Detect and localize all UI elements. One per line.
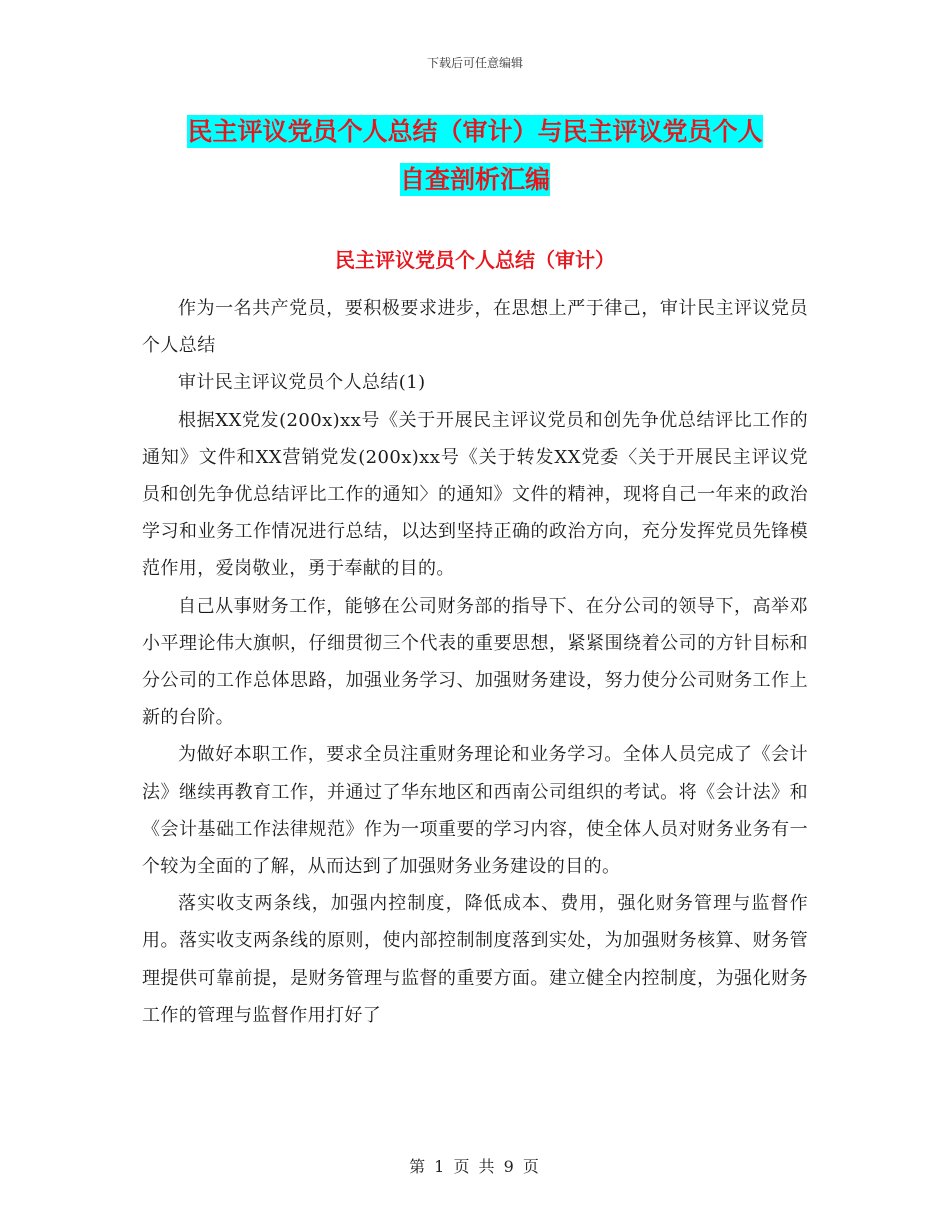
page-footer: 第 1 页 共 9 页 xyxy=(409,1157,541,1176)
document-body xyxy=(142,290,808,1034)
paragraph-work: 自己从事财务工作，能够在公司财务部的指导下、在分公司的领导下，高举邓小平理论伟大旗帜，仔细贯彻三个代表的重要思想，紧紧围绕着公司的方针目标和分公司的工作总体思路，加强业务学习、加强财务建设，努力使分公司财务工作上新的台阶。 xyxy=(142,595,808,729)
header-note: 下载后可任意编辑 xyxy=(426,56,523,70)
paragraph-basis: 根据XX党发(200x)xx号《关于开展民主评议党员和创先争优总结评比工作的通知》文件和XX营销党发(200x)xx号《关于转发XX党委〈关于开展民主评议党员和创先争优总结评比工作的通知〉的通知》文件的精神，现将自己一年来的政治学习和业务工作情况进行总结，以达到坚持正确的政治方向，充分发挥党员先锋模范作用，爱岗敬业，勇于奉献的目的。 xyxy=(142,409,808,580)
paragraph-control: 落实收支两条线，加强内控制度，降低成本、费用，强化财务管理与监督作用。落实收支两条线的原则，使内部控制制度落到实处，为加强财务核算、财务管理提供可靠前提，是财务管理与监督的重要方面。建立健全内控制度，为强化财务工作的管理与监督作用打好了 xyxy=(142,893,808,1026)
paragraph-intro: 作为一名共产党员，要积极要求进步，在思想上严于律己，审计民主评议党员个人总结 xyxy=(142,298,808,357)
document-title-line-1: 民主评议党员个人总结（审计）与民主评议党员个人 xyxy=(187,117,763,146)
document-title xyxy=(140,108,810,204)
section-title: 民主评议党员个人总结（审计） xyxy=(335,248,615,272)
document-title-line-2: 自查剖析汇编 xyxy=(399,165,550,194)
paragraph-study: 为做好本职工作，要求全员注重财务理论和业务学习。全体人员完成了《会计法》继续再教育工作，并通过了华东地区和西南公司组织的考试。将《会计法》和《会计基础工作法律规范》作为一项重要的学习内容，使全体人员对财务业务有一个较为全面的了解，从而达到了加强财务业务建设的目的。 xyxy=(142,744,808,878)
paragraph-subheading: 审计民主评议党员个人总结(1) xyxy=(178,372,426,394)
